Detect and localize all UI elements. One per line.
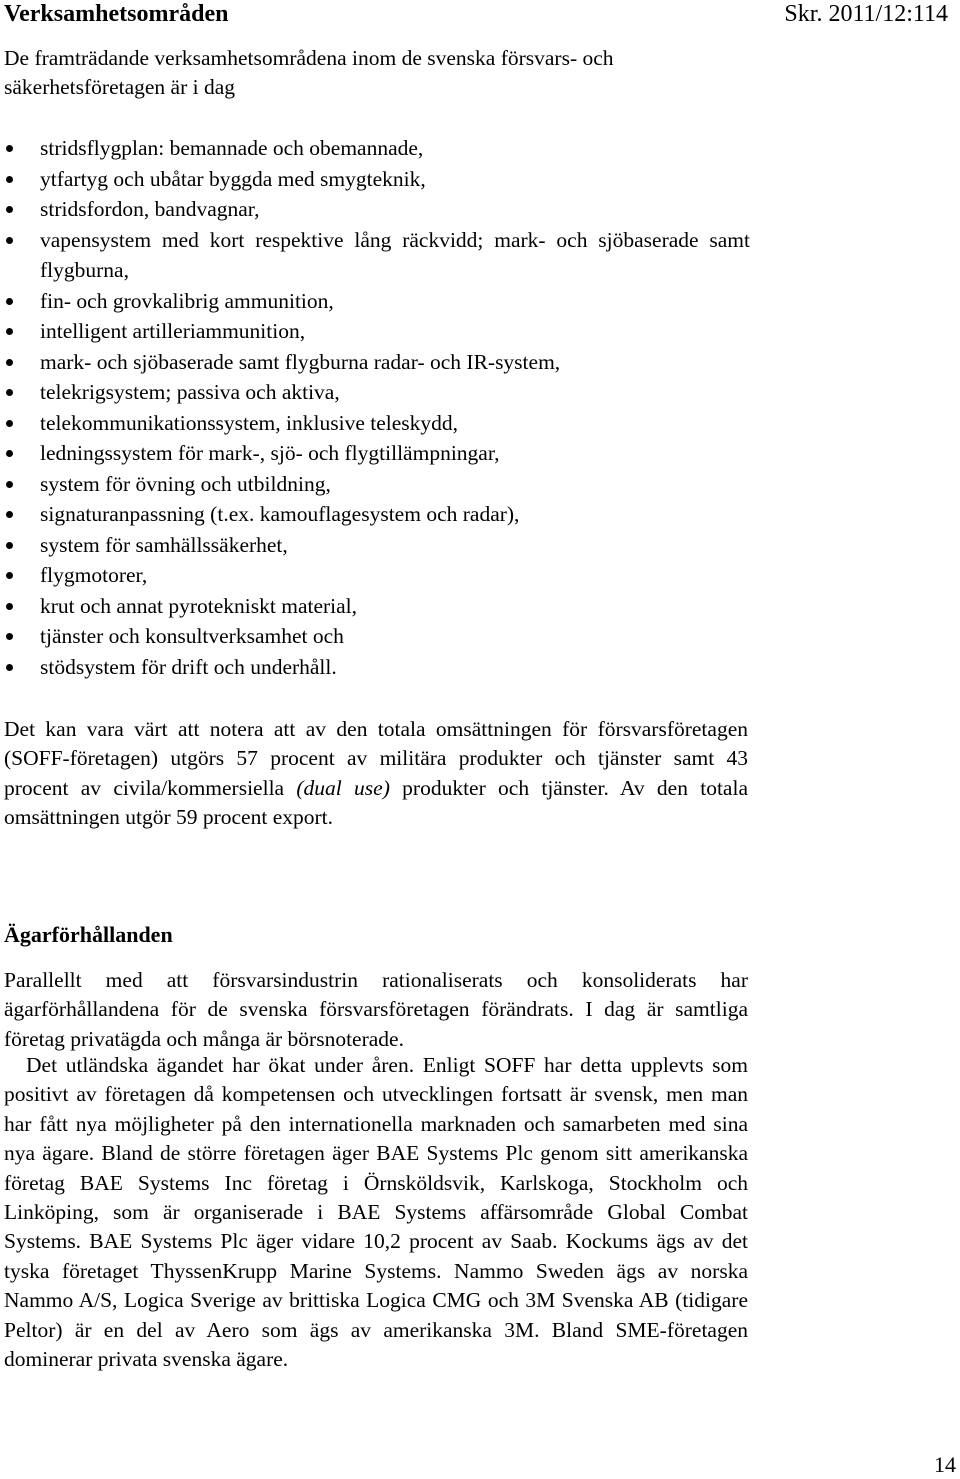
list-item-text: telekrigsystem; passiva och aktiva, — [40, 380, 340, 404]
ownership-heading: Ägarförhållanden — [4, 922, 173, 947]
turnover-paragraph — [4, 715, 748, 833]
document-reference: Skr. 2011/12:114 — [784, 1, 948, 27]
list-item-text: fin- och grovkalibrig ammunition, — [40, 288, 334, 313]
list-item — [0, 652, 750, 683]
list-item-text: krut och annat pyrotekniskt material, — [40, 593, 358, 618]
list-item-text: signaturanpassning (t.ex. kamouflagesystem och radar), — [40, 502, 520, 526]
bullet-icon — [6, 176, 13, 183]
list-item — [0, 621, 750, 652]
list-item-text: tjänster och konsultverksamhet och — [40, 624, 344, 648]
bullet-icon — [6, 328, 13, 335]
list-item-text: telekommunikationssystem, inklusive teleskydd, — [40, 410, 459, 435]
list-item-text: mark- och sjöbaserade samt flygburna radar- och IR-system, — [40, 349, 561, 374]
list-item — [0, 316, 750, 347]
bullet-icon — [6, 420, 13, 427]
list-item — [0, 438, 750, 469]
bullet-icon — [6, 572, 13, 579]
list-item — [0, 347, 750, 378]
bullet-icon — [6, 237, 13, 244]
list-item-text: stridsfordon, bandvagnar, — [40, 197, 260, 221]
list-item — [0, 286, 750, 317]
list-item — [0, 408, 750, 439]
bullet-icon — [6, 359, 13, 366]
turnover-text-start: Det kan vara värt att notera att av den totala omsättningen för försvarsföretagen (SOFF-företagen) utgörs 57 procent av militära produkter och tjänster samt 43 procent av civila/kommersiella — [4, 717, 748, 800]
ownership-paragraph-2: Det utländska ägandet har ökat under åren. Enligt SOFF har detta upplevts som positivt av företagen då kompetensen och utvecklingen fortsatt är svensk, men man har fått nya möjligheter på den internationella marknaden och samarbeten med sina nya ägare. Bland de större företagen äger BAE Systems Plc genom sitt amerikanska företag BAE Systems Inc företag i Örnsköldsvik, Karlskoga, Stockholm och Linköping, som är organiserade i BAE Systems affärsområde Global Combat Systems. BAE Systems Plc äger vidare 10,2 procent av Saab. Kockums ägs av det tyska företaget ThyssenKrupp Marine Systems. Nammo Sweden ägs av norska Nammo A/S, Logica Sverige av brittiska Logica CMG och 3M Svenska AB (tidigare Peltor) är en del av Aero som ägs av amerikanska 3M. Bland SME-företagen dominerar privata svenska ägare. — [4, 1053, 748, 1372]
list-item-text: system för samhällssäkerhet, — [40, 532, 288, 557]
bullet-icon — [6, 206, 13, 213]
section-title: Verksamhetsområden — [4, 1, 229, 27]
bullet-icon — [6, 389, 13, 396]
list-item-text: ytfartyg och ubåtar byggda med smygteknik, — [40, 166, 426, 191]
turnover-text-end: produkter och tjänster. Av den totala omsättningen utgör 59 procent export. — [4, 775, 748, 830]
list-item — [0, 194, 750, 225]
ownership-paragraph-1: Parallellt med att försvarsindustrin rationaliserats och konsoliderats har ägarförhållandena för de svenska försvarsföretagen förändrats. I dag är samtliga företag privatägda och många är börsnoterade. — [4, 968, 748, 1051]
bullet-icon — [6, 603, 13, 610]
bullet-icon — [6, 450, 13, 457]
list-item — [0, 499, 750, 530]
activity-list — [0, 133, 750, 682]
list-item-text: flygmotorer, — [40, 563, 148, 587]
list-item-text: ledningssystem för mark-, sjö- och flygtillämpningar, — [40, 441, 500, 465]
list-item — [0, 133, 750, 164]
list-item — [0, 377, 750, 408]
bullet-icon — [6, 511, 13, 518]
list-item-text: stödsystem för drift och underhåll. — [40, 654, 337, 679]
bullet-icon — [6, 145, 13, 152]
list-item-text: system för övning och utbildning, — [40, 471, 331, 496]
bullet-icon — [6, 481, 13, 488]
list-item — [0, 164, 750, 195]
intro-paragraph: De framträdande verksamhetsområdena inom de svenska försvars- och säkerhetsföretagen är i dag — [4, 46, 614, 99]
list-item — [0, 560, 750, 591]
page-number: 14 — [934, 1452, 956, 1477]
dual-use-term: (dual use) — [296, 775, 390, 800]
bullet-icon — [6, 633, 13, 640]
list-item-text: stridsflygplan: bemannade och obemannade, — [40, 136, 424, 160]
list-item — [0, 591, 750, 622]
bullet-icon — [6, 298, 13, 305]
list-item — [0, 530, 750, 561]
list-item-text: intelligent artilleriammunition, — [40, 319, 306, 343]
list-item — [0, 469, 750, 500]
list-item — [0, 225, 750, 286]
bullet-icon — [6, 542, 13, 549]
list-item-text: vapensystem med kort respektive lång räckvidd; mark- och sjöbaserade samt flygburna, — [40, 227, 750, 282]
bullet-icon — [6, 664, 13, 671]
